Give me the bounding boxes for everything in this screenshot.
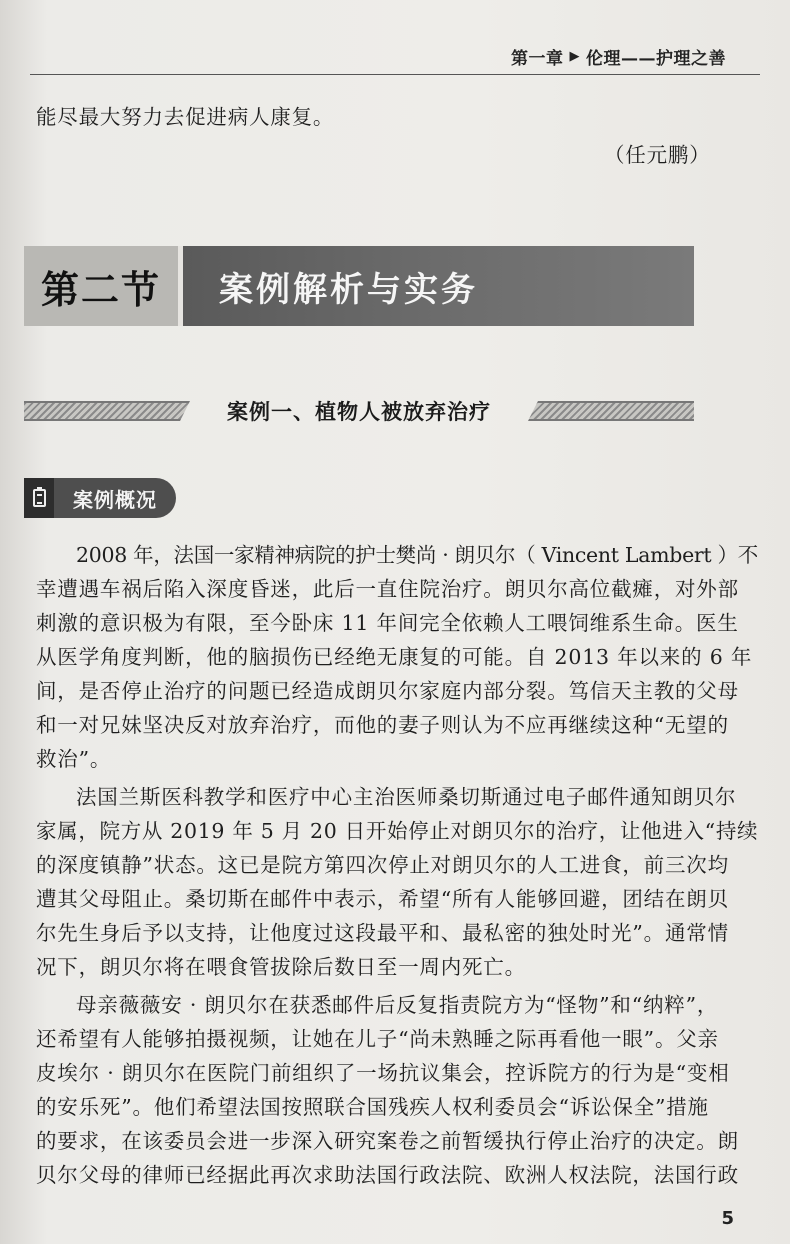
body-line: 从医学角度判断，他的脑损伤已经绝无康复的可能。自 2013 年以来的 6 年 <box>36 645 753 669</box>
overview-tag <box>24 478 176 518</box>
clipboard-icon <box>24 478 54 518</box>
running-header <box>511 44 726 69</box>
body-line: 尔先生身后予以支持，让他度过这段最平和、最私密的独处时光”。通常情 <box>36 921 729 945</box>
intro-line: 能尽最大努力去促进病人康复。 <box>36 105 335 129</box>
chapter-label: 第一章 <box>511 49 564 69</box>
header-divider <box>30 74 760 75</box>
body-line: 法国兰斯医科教学和医疗中心主治医师桑切斯通过电子邮件通知朗贝尔 <box>76 785 737 809</box>
body-line: 的要求，在该委员会进一步深入研究案卷之前暂缓执行停止治疗的决定。朗 <box>36 1129 739 1153</box>
section-title: 案例解析与实务 <box>178 246 694 326</box>
body-line: 刺激的意识极为有限，至今卧床 11 年间完全依赖人工喂饲维系生命。医生 <box>36 611 739 635</box>
chapter-title: 伦理——护理之善 <box>586 49 726 69</box>
body-line: 母亲薇薇安 · 朗贝尔在获悉邮件后反复指责院方为“怪物”和“纳粹”， <box>76 993 719 1017</box>
body-line: 况下，朗贝尔将在喂食管拔除后数日至一周内死亡。 <box>36 955 526 979</box>
decorative-stripe-right <box>528 401 694 421</box>
body-line: 2008 年，法国一家精神病院的护士樊尚 · 朗贝尔（ Vincent Lambert ）不 <box>76 543 758 567</box>
triangle-right-icon: ▶ <box>569 49 580 64</box>
body-line: 贝尔父母的律师已经据此再次求助法国行政法院、欧洲人权法院，法国行政 <box>36 1163 739 1187</box>
body-line: 的深度镇静”状态。这已是院方第四次停止对朗贝尔的人工进食，前三次均 <box>36 853 729 877</box>
overview-label: 案例概况 <box>73 487 157 512</box>
decorative-stripe-left <box>24 401 190 421</box>
body-line: 救治”。 <box>36 747 112 771</box>
body-line: 幸遭遇车祸后陷入深度昏迷，此后一直住院治疗。朗贝尔高位截瘫，对外部 <box>36 577 739 601</box>
case-heading <box>24 394 694 428</box>
body-line: 皮埃尔 · 朗贝尔在医院门前组织了一场抗议集会，控诉院方的行为是“变相 <box>36 1061 730 1085</box>
body-line: 间，是否停止治疗的问题已经造成朗贝尔家庭内部分裂。笃信天主教的父母 <box>36 679 739 703</box>
body-line: 还希望有人能够拍摄视频，让她在儿子“尚未熟睡之际再看他一眼”。父亲 <box>36 1027 719 1051</box>
body-line: 家属，院方从 2019 年 5 月 20 日开始停止对朗贝尔的治疗，让他进入“持续 <box>36 819 759 843</box>
section-banner <box>24 246 694 326</box>
intro-author: （任元鹏） <box>604 143 711 167</box>
body-line: 和一对兄妹坚决反对放弃治疗，而他的妻子则认为不应再继续这种“无望的 <box>36 713 729 737</box>
section-number: 第二节 <box>24 246 178 326</box>
case-title: 案例一、植物人被放弃治疗 <box>227 400 491 424</box>
body-line: 遭其父母阻止。桑切斯在邮件中表示，希望“所有人能够回避，团结在朗贝 <box>36 887 729 911</box>
page-number: 5 <box>721 1208 734 1229</box>
body-line: 的安乐死”。他们希望法国按照联合国残疾人权利委员会“诉讼保全”措施 <box>36 1095 709 1119</box>
